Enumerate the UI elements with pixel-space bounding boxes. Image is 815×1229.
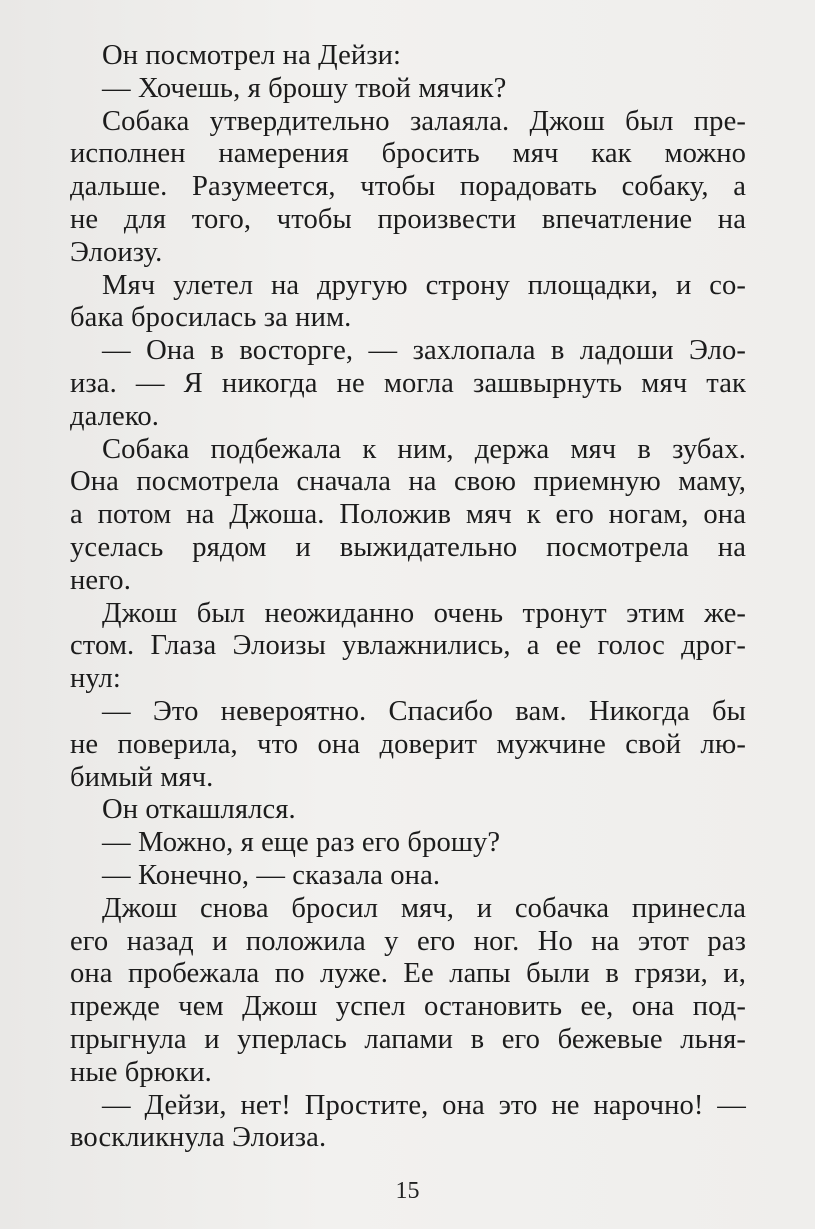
text-line: — Она в восторге, — захлопала в ладоши Эло- bbox=[102, 335, 746, 367]
text-line: Он посмотрел на Дейзи: bbox=[102, 40, 402, 71]
text-line: а потом на Джоша. Положив мяч к его ногам, она bbox=[70, 499, 746, 531]
text-line: него. bbox=[70, 564, 131, 596]
text-line: прыгнула и уперлась лапами в его бежевые льня- bbox=[70, 1023, 746, 1055]
text-line: Элоизу. bbox=[70, 236, 163, 268]
text-line: его назад и положила у его ног. Но на этот раз bbox=[70, 925, 746, 957]
text-line: не для того, чтобы произвести впечатление на bbox=[70, 203, 746, 235]
text-line: — Можно, я еще раз его брошу? bbox=[102, 827, 501, 859]
text-line: дальше. Разумеется, чтобы порадовать собаку, а bbox=[70, 171, 746, 203]
text-line: она пробежала по луже. Ее лапы были в грязи, и, bbox=[70, 958, 746, 990]
text-line: Собака подбежала к ним, держа мяч в зубах. bbox=[102, 433, 746, 465]
text-line: далеко. bbox=[70, 400, 160, 432]
text-line: прежде чем Джош успел остановить ее, она под- bbox=[70, 991, 746, 1023]
text-line: Она посмотрела сначала на свою приемную маму, bbox=[70, 466, 746, 498]
page-number: 15 bbox=[395, 1178, 420, 1204]
text-line: Мяч улетел на другую строну площадки, и со- bbox=[102, 269, 746, 301]
text-line: бака бросилась за ним. bbox=[70, 302, 352, 334]
text-line: ные брюки. bbox=[70, 1056, 212, 1088]
text-line: исполнен намерения бросить мяч как можно bbox=[70, 138, 746, 170]
text-line: Джош снова бросил мяч, и собачка принесла bbox=[102, 892, 746, 924]
text-line: бимый мяч. bbox=[70, 761, 214, 793]
text-line: нул: bbox=[70, 663, 121, 695]
text-line: Он откашлялся. bbox=[102, 794, 296, 826]
body-text bbox=[70, 40, 746, 1155]
text-line: — Дейзи, нет! Простите, она это не нарочно! — bbox=[102, 1089, 746, 1121]
text-line: Джош был неожиданно очень тронут этим же- bbox=[102, 597, 746, 629]
text-line: уселась рядом и выжидательно посмотрела на bbox=[70, 531, 746, 563]
text-line: — Хочешь, я брошу твой мячик? bbox=[102, 72, 507, 104]
text-line: — Конечно, — сказала она. bbox=[102, 859, 441, 891]
text-line: не поверила, что она доверит мужчине свой лю- bbox=[70, 728, 746, 760]
text-line: — Это невероятно. Спасибо вам. Никогда бы bbox=[102, 695, 746, 727]
text-line: Собака утвердительно залаяла. Джош был пре- bbox=[102, 105, 746, 137]
text-line: стом. Глаза Элоизы увлажнились, а ее голос дрог- bbox=[70, 630, 746, 662]
text-line: воскликнула Элоиза. bbox=[70, 1122, 327, 1154]
text-line: иза. — Я никогда не могла зашвырнуть мяч так bbox=[70, 367, 746, 399]
